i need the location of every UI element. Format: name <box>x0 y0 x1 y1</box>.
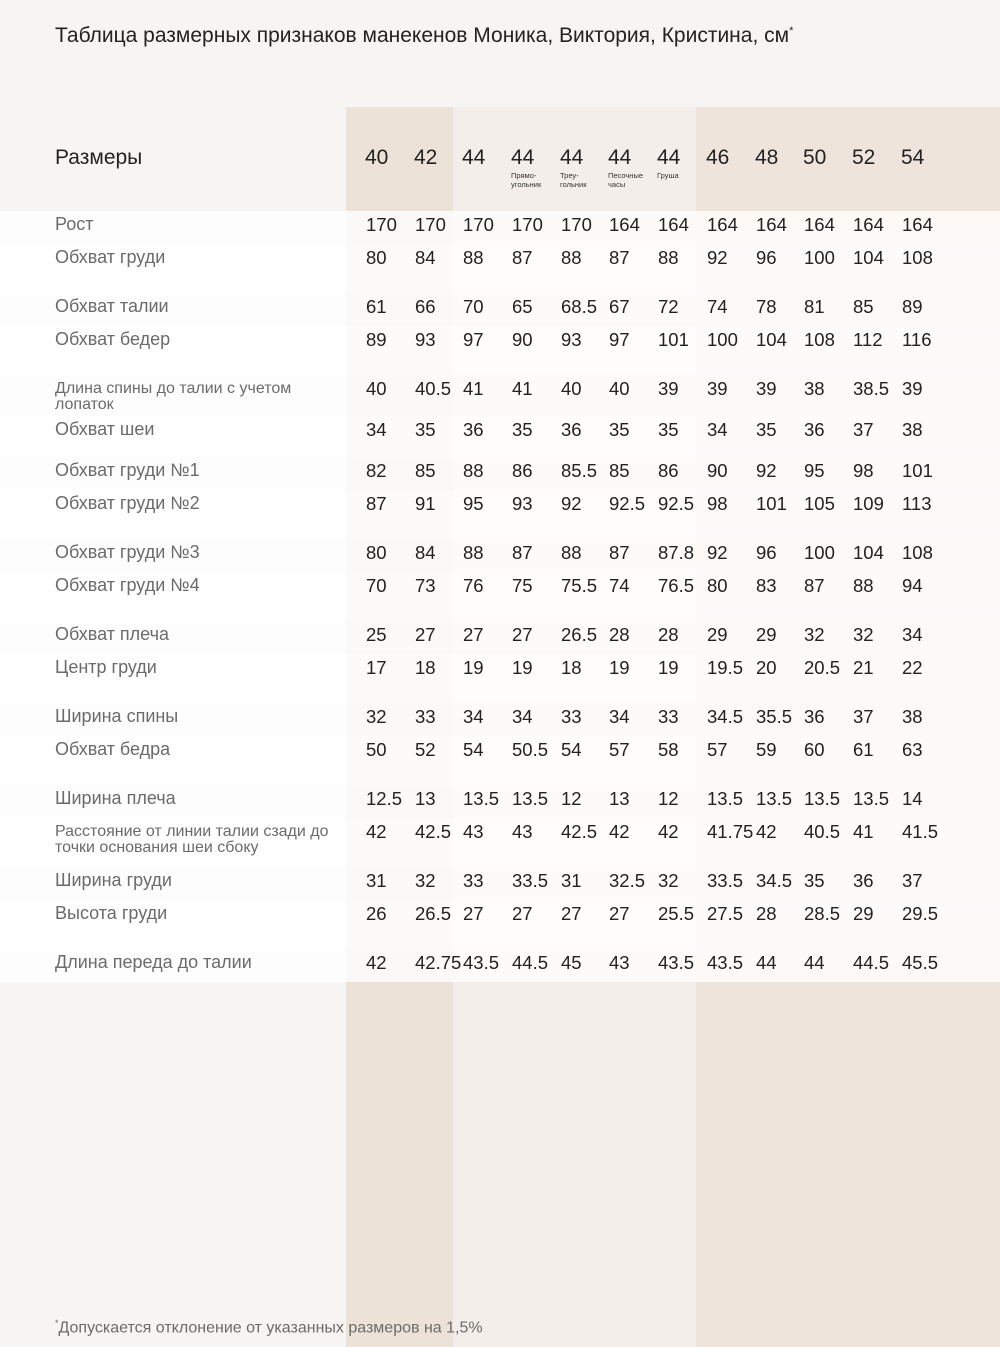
table-cell: 38 <box>804 378 825 399</box>
table-cell: 12 <box>561 788 582 809</box>
table-cell: 164 <box>609 214 640 235</box>
table-row <box>0 949 1000 982</box>
size-number: 52 <box>852 146 876 169</box>
table-cell: 76.5 <box>658 575 695 596</box>
size-number: 44 <box>560 146 584 169</box>
table-cell: 98 <box>853 460 874 481</box>
table-cell: 29 <box>707 624 728 645</box>
table-cell: 70 <box>463 296 484 317</box>
table-cell: 54 <box>463 739 484 760</box>
table-cell: 28 <box>658 624 679 645</box>
table-cell: 85.5 <box>561 460 598 481</box>
size-header-2 <box>462 146 485 170</box>
table-cell: 88 <box>561 542 582 563</box>
table-row <box>0 703 1000 736</box>
table-cell: 89 <box>366 329 387 350</box>
table-cell: 97 <box>463 329 484 350</box>
table-cell: 41.75 <box>707 821 754 842</box>
table-cell: 34 <box>366 419 387 440</box>
table-cell: 60 <box>804 739 825 760</box>
table-cell: 42.5 <box>415 821 452 842</box>
table-cell: 89 <box>902 296 923 317</box>
table-cell: 40.5 <box>804 821 841 842</box>
table-cell: 33.5 <box>512 870 549 891</box>
size-number: 44 <box>608 146 632 169</box>
table-cell: 17 <box>366 657 387 678</box>
table-cell: 87 <box>512 247 533 268</box>
table-cell: 95 <box>804 460 825 481</box>
size-header-4 <box>560 146 586 189</box>
table-cell: 54 <box>561 739 582 760</box>
table-cell: 42 <box>609 821 630 842</box>
table-cell: 67 <box>609 296 630 317</box>
table-cell: 40.5 <box>415 378 452 399</box>
size-figure-type: Треу- гольник <box>560 171 587 189</box>
table-cell: 40 <box>366 378 387 399</box>
size-number: 44 <box>462 146 486 169</box>
row-label: Обхват груди №4 <box>55 575 200 595</box>
table-cell: 37 <box>853 419 874 440</box>
row-label: Ширина груди <box>55 870 172 890</box>
table-cell: 164 <box>756 214 787 235</box>
table-cell: 170 <box>561 214 592 235</box>
table-cell: 39 <box>902 378 923 399</box>
table-cell: 33.5 <box>707 870 744 891</box>
table-row <box>0 326 1000 375</box>
table-cell: 19 <box>609 657 630 678</box>
table-cell: 112 <box>853 329 883 350</box>
table-cell: 27 <box>415 624 436 645</box>
size-figure-type: Песочные часы <box>608 171 644 189</box>
table-row <box>0 900 1000 949</box>
row-label: Обхват груди <box>55 247 166 267</box>
table-cell: 86 <box>658 460 679 481</box>
table-cell: 90 <box>707 460 728 481</box>
table-cell: 32 <box>415 870 436 891</box>
row-label: Центр груди <box>55 657 157 677</box>
table-cell: 39 <box>707 378 728 399</box>
table-cell: 22 <box>902 657 923 678</box>
table-cell: 43.5 <box>463 952 500 973</box>
table-cell: 18 <box>561 657 582 678</box>
table-cell: 85 <box>609 460 630 481</box>
table-cell: 74 <box>609 575 630 596</box>
table-row <box>0 572 1000 621</box>
table-row <box>0 293 1000 326</box>
table-cell: 13.5 <box>853 788 890 809</box>
table-cell: 27 <box>512 903 533 924</box>
table-cell: 38 <box>902 706 923 727</box>
table-cell: 34 <box>609 706 630 727</box>
table-cell: 80 <box>366 542 387 563</box>
table-cell: 84 <box>415 542 436 563</box>
table-cell: 92.5 <box>658 493 695 514</box>
row-label: Обхват груди №1 <box>55 460 200 480</box>
table-cell: 36 <box>804 419 825 440</box>
table-cell: 35 <box>658 419 679 440</box>
table-cell: 27 <box>463 624 484 645</box>
table-cell: 13.5 <box>804 788 841 809</box>
table-cell: 21 <box>853 657 874 678</box>
table-cell: 28 <box>609 624 630 645</box>
table-cell: 38 <box>902 419 923 440</box>
table-cell: 42 <box>756 821 777 842</box>
table-cell: 32 <box>804 624 825 645</box>
table-cell: 96 <box>756 542 777 563</box>
table-cell: 13.5 <box>463 788 500 809</box>
table-cell: 81 <box>804 296 825 317</box>
table-cell: 13.5 <box>512 788 549 809</box>
table-cell: 57 <box>609 739 630 760</box>
size-number: 40 <box>365 146 389 169</box>
table-cell: 83 <box>756 575 777 596</box>
table-cell: 41 <box>512 378 533 399</box>
table-cell: 35 <box>804 870 825 891</box>
table-row <box>0 539 1000 572</box>
table-cell: 39 <box>658 378 679 399</box>
table-cell: 40 <box>609 378 630 399</box>
table-cell: 90 <box>512 329 533 350</box>
table-cell: 88 <box>853 575 874 596</box>
table-cell: 44 <box>804 952 825 973</box>
table-cell: 88 <box>463 247 484 268</box>
table-cell: 35 <box>512 419 533 440</box>
table-cell: 59 <box>756 739 777 760</box>
table-cell: 109 <box>853 493 884 514</box>
table-cell: 88 <box>561 247 582 268</box>
table-cell: 80 <box>707 575 728 596</box>
table-cell: 75 <box>512 575 533 596</box>
table-cell: 50.5 <box>512 739 549 760</box>
table-cell: 170 <box>366 214 397 235</box>
table-cell: 13.5 <box>756 788 793 809</box>
table-cell: 28.5 <box>804 903 841 924</box>
table-cell: 29 <box>853 903 874 924</box>
table-cell: 43 <box>609 952 630 973</box>
table-cell: 87 <box>366 493 387 514</box>
table-cell: 19 <box>463 657 484 678</box>
table-row <box>0 736 1000 785</box>
size-number: 44 <box>657 146 681 169</box>
table-cell: 34 <box>463 706 484 727</box>
table-cell: 93 <box>561 329 582 350</box>
table-cell: 82 <box>366 460 387 481</box>
table-cell: 32.5 <box>609 870 646 891</box>
table-cell: 58 <box>658 739 679 760</box>
table-cell: 164 <box>804 214 835 235</box>
table-cell: 170 <box>512 214 543 235</box>
table-row <box>0 621 1000 654</box>
table-cell: 34 <box>902 624 923 645</box>
table-cell: 92 <box>756 460 777 481</box>
table-cell: 52 <box>415 739 436 760</box>
table-cell: 34.5 <box>756 870 793 891</box>
table-cell: 87 <box>609 542 630 563</box>
table-row <box>0 867 1000 900</box>
table-cell: 29.5 <box>902 903 939 924</box>
table-cell: 50 <box>366 739 387 760</box>
table-cell: 113 <box>902 493 932 514</box>
table-cell: 12 <box>658 788 679 809</box>
table-cell: 31 <box>366 870 387 891</box>
size-number: 44 <box>511 146 535 169</box>
table-cell: 85 <box>853 296 874 317</box>
table-cell: 164 <box>853 214 884 235</box>
row-label: Обхват груди №2 <box>55 493 200 513</box>
table-cell: 35 <box>415 419 436 440</box>
table-cell: 98 <box>707 493 728 514</box>
table-cell: 29 <box>756 624 777 645</box>
table-cell: 108 <box>902 247 933 268</box>
table-row <box>0 416 1000 457</box>
table-cell: 164 <box>902 214 933 235</box>
table-cell: 68.5 <box>561 296 598 317</box>
sizes-header-label: Размеры <box>55 146 143 169</box>
table-cell: 85 <box>415 460 436 481</box>
table-row <box>0 490 1000 539</box>
table-row <box>0 457 1000 490</box>
table-cell: 42 <box>658 821 679 842</box>
table-cell: 84 <box>415 247 436 268</box>
table-cell: 19 <box>512 657 533 678</box>
table-cell: 14 <box>902 788 923 809</box>
table-cell: 92 <box>707 247 728 268</box>
page-title: Таблица размерных признаков манекенов Моника, Виктория, Кристина, см* <box>55 24 794 47</box>
table-row <box>0 211 1000 244</box>
table-cell: 36 <box>853 870 874 891</box>
row-label: Обхват бедра <box>55 739 171 759</box>
table-cell: 41 <box>853 821 874 842</box>
table-cell: 92 <box>561 493 582 514</box>
table-cell: 94 <box>902 575 923 596</box>
table-cell: 38.5 <box>853 378 890 399</box>
size-number: 54 <box>901 146 925 169</box>
table-cell: 87 <box>804 575 825 596</box>
table-cell: 31 <box>561 870 582 891</box>
table-cell: 32 <box>366 706 387 727</box>
table-cell: 101 <box>658 329 689 350</box>
table-cell: 116 <box>902 329 932 350</box>
table-cell: 88 <box>463 542 484 563</box>
table-cell: 87.8 <box>658 542 695 563</box>
table-cell: 80 <box>366 247 387 268</box>
size-header-9 <box>803 146 826 170</box>
table-cell: 104 <box>853 542 884 563</box>
table-cell: 104 <box>756 329 787 350</box>
table-cell: 63 <box>902 739 923 760</box>
table-cell: 86 <box>512 460 533 481</box>
table-cell: 36 <box>463 419 484 440</box>
table-cell: 27.5 <box>707 903 744 924</box>
table-cell: 61 <box>366 296 387 317</box>
row-label: Ширина плеча <box>55 788 176 808</box>
table-cell: 33 <box>658 706 679 727</box>
table-cell: 42.75 <box>415 952 462 973</box>
row-label: Обхват груди №3 <box>55 542 200 562</box>
table-cell: 100 <box>804 542 835 563</box>
table-row <box>0 818 1000 867</box>
row-label: Обхват бедер <box>55 329 171 349</box>
table-cell: 26.5 <box>415 903 452 924</box>
table-cell: 27 <box>512 624 533 645</box>
table-cell: 44.5 <box>853 952 890 973</box>
table-cell: 12.5 <box>366 788 403 809</box>
table-cell: 95 <box>463 493 484 514</box>
table-cell: 164 <box>707 214 738 235</box>
size-header-6 <box>657 146 680 180</box>
table-cell: 88 <box>463 460 484 481</box>
size-header-8 <box>755 146 778 170</box>
table-cell: 97 <box>609 329 630 350</box>
table-row <box>0 375 1000 416</box>
row-label: Рост <box>55 214 94 234</box>
table-cell: 42 <box>366 821 387 842</box>
table-cell: 45.5 <box>902 952 939 973</box>
table-cell: 108 <box>804 329 835 350</box>
size-header-10 <box>852 146 875 170</box>
footnote: *Допускается отклонение от указанных размеров на 1,5% <box>55 1318 483 1337</box>
table-cell: 13 <box>609 788 630 809</box>
table-cell: 72 <box>658 296 679 317</box>
table-cell: 105 <box>804 493 835 514</box>
table-cell: 108 <box>902 542 933 563</box>
table-cell: 34.5 <box>707 706 744 727</box>
table-cell: 34 <box>707 419 728 440</box>
table-cell: 73 <box>415 575 436 596</box>
table-cell: 87 <box>609 247 630 268</box>
size-figure-type: Прямо- угольник <box>511 171 542 189</box>
table-cell: 44 <box>756 952 777 973</box>
table-cell: 27 <box>463 903 484 924</box>
size-figure-type: Груша <box>657 171 679 180</box>
table-cell: 92.5 <box>609 493 646 514</box>
size-header-3 <box>511 146 541 189</box>
row-label: Высота груди <box>55 903 168 923</box>
table-cell: 20 <box>756 657 777 678</box>
table-cell: 75.5 <box>561 575 598 596</box>
row-label: Обхват талии <box>55 296 169 316</box>
table-cell: 70 <box>366 575 387 596</box>
table-cell: 26.5 <box>561 624 598 645</box>
table-cell: 93 <box>415 329 436 350</box>
table-cell: 35 <box>609 419 630 440</box>
size-header-0 <box>365 146 388 170</box>
table-cell: 44.5 <box>512 952 549 973</box>
table-cell: 35.5 <box>756 706 793 727</box>
table-cell: 13.5 <box>707 788 744 809</box>
table-cell: 36 <box>804 706 825 727</box>
table-cell: 88 <box>658 247 679 268</box>
table-cell: 100 <box>707 329 738 350</box>
table-cell: 42 <box>366 952 387 973</box>
table-cell: 40 <box>561 378 582 399</box>
table-cell: 33 <box>463 870 484 891</box>
table-cell: 101 <box>756 493 787 514</box>
row-label: Ширина спины <box>55 706 179 726</box>
row-label: Длина переда до талии <box>55 952 252 972</box>
table-cell: 43.5 <box>658 952 695 973</box>
table-cell: 74 <box>707 296 728 317</box>
table-row <box>0 654 1000 703</box>
table-cell: 92 <box>707 542 728 563</box>
table-cell: 66 <box>415 296 436 317</box>
table-cell: 37 <box>902 870 923 891</box>
table-cell: 19 <box>658 657 679 678</box>
size-header-1 <box>414 146 437 170</box>
table-cell: 39 <box>756 378 777 399</box>
table-cell: 43 <box>463 821 484 842</box>
size-number: 42 <box>414 146 438 169</box>
table-cell: 170 <box>415 214 446 235</box>
table-cell: 28 <box>756 903 777 924</box>
table-cell: 41 <box>463 378 484 399</box>
table-cell: 76 <box>463 575 484 596</box>
table-cell: 45 <box>561 952 582 973</box>
table-cell: 18 <box>415 657 436 678</box>
size-header-11 <box>901 146 924 170</box>
table-cell: 43.5 <box>707 952 744 973</box>
table-cell: 104 <box>853 247 884 268</box>
table-cell: 34 <box>512 706 533 727</box>
size-number: 46 <box>706 146 730 169</box>
size-number: 50 <box>803 146 827 169</box>
table-cell: 164 <box>658 214 689 235</box>
row-label: Обхват шеи <box>55 419 155 439</box>
table-cell: 96 <box>756 247 777 268</box>
table-row <box>0 244 1000 293</box>
table-row <box>0 785 1000 818</box>
row-label: Длина спины до талии с учетом лопаток <box>55 380 292 413</box>
table-cell: 101 <box>902 460 933 481</box>
table-cell: 65 <box>512 296 533 317</box>
table-cell: 78 <box>756 296 777 317</box>
size-number: 48 <box>755 146 779 169</box>
table-cell: 100 <box>804 247 835 268</box>
table-cell: 25.5 <box>658 903 695 924</box>
table-cell: 25 <box>366 624 387 645</box>
table-cell: 26 <box>366 903 387 924</box>
table-cell: 41.5 <box>902 821 939 842</box>
table-cell: 32 <box>658 870 679 891</box>
table-cell: 43 <box>512 821 533 842</box>
table-cell: 20.5 <box>804 657 841 678</box>
table-cell: 13 <box>415 788 436 809</box>
table-cell: 87 <box>512 542 533 563</box>
table-cell: 37 <box>853 706 874 727</box>
size-header-5 <box>608 146 643 189</box>
table-cell: 35 <box>756 419 777 440</box>
table-cell: 27 <box>561 903 582 924</box>
title-footnote-mark: * <box>789 25 794 37</box>
row-label: Расстояние от линии талии сзади до точки основания шеи сбоку <box>55 823 329 856</box>
row-label: Обхват плеча <box>55 624 169 644</box>
table-cell: 33 <box>415 706 436 727</box>
table-cell: 27 <box>609 903 630 924</box>
size-header-7 <box>706 146 729 170</box>
table-cell: 91 <box>415 493 436 514</box>
table-cell: 33 <box>561 706 582 727</box>
table-cell: 170 <box>463 214 494 235</box>
table-cell: 36 <box>561 419 582 440</box>
table-cell: 61 <box>853 739 874 760</box>
table-cell: 32 <box>853 624 874 645</box>
table-cell: 42.5 <box>561 821 598 842</box>
footnote-mark: * <box>55 1318 59 1328</box>
table-cell: 93 <box>512 493 533 514</box>
table-cell: 57 <box>707 739 728 760</box>
table-cell: 19.5 <box>707 657 744 678</box>
